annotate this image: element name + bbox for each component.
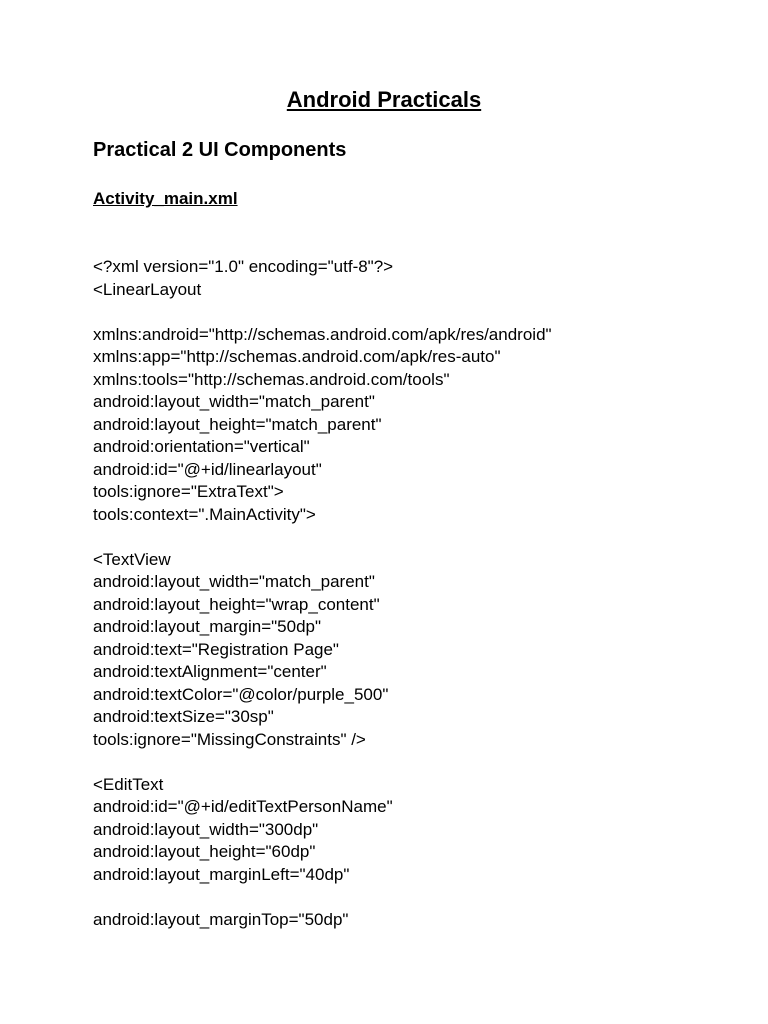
code-line: <EditText (93, 774, 164, 794)
code-line (93, 886, 552, 909)
code-line: android:layout_margin="50dp" (93, 617, 322, 636)
code-line (93, 301, 552, 324)
code-line: android:layout_marginLeft="40dp" (93, 864, 350, 884)
code-line: android:orientation="vertical" (93, 437, 310, 456)
code-line: <LinearLayout (93, 279, 202, 299)
code-block (93, 256, 552, 931)
code-line: android:textColor="@color/purple_500" (93, 684, 389, 704)
code-line: android:layout_width="match_parent" (93, 392, 375, 411)
code-line: xmlns:android="http://schemas.android.com/apk/res/android" (93, 324, 552, 344)
section-heading: Practical 2 UI Components (93, 139, 347, 161)
file-heading: Activity_main.xml (93, 189, 238, 208)
code-line: android:textSize="30sp" (93, 707, 274, 726)
code-line (93, 751, 552, 774)
code-line (93, 526, 552, 549)
code-line: tools:ignore="ExtraText"> (93, 482, 284, 501)
code-line: android:layout_height="60dp" (93, 842, 316, 861)
code-line: android:id="@+id/editTextPersonName" (93, 797, 393, 816)
code-line: android:layout_width="match_parent" (93, 572, 375, 591)
code-line: tools:ignore="MissingConstraints" /> (93, 729, 366, 749)
code-line: <TextView (93, 549, 171, 569)
code-line: android:layout_height="wrap_content" (93, 594, 380, 614)
code-line: android:layout_width="300dp" (93, 819, 319, 839)
code-line: android:id="@+id/linearlayout" (93, 459, 322, 479)
document-title: Android Practicals (286, 87, 482, 112)
code-line: xmlns:tools="http://schemas.android.com/tools" (93, 369, 450, 389)
code-line: android:text="Registration Page" (93, 639, 339, 659)
code-line: android:textAlignment="center" (93, 662, 327, 681)
code-line: android:layout_marginTop="50dp" (93, 909, 349, 929)
code-line: android:layout_height="match_parent" (93, 414, 382, 434)
code-line: xmlns:app="http://schemas.android.com/apk/res-auto" (93, 347, 501, 366)
code-line: tools:context=".MainActivity"> (93, 504, 316, 524)
code-line: <?xml version="1.0" encoding="utf-8"?> (93, 257, 394, 276)
